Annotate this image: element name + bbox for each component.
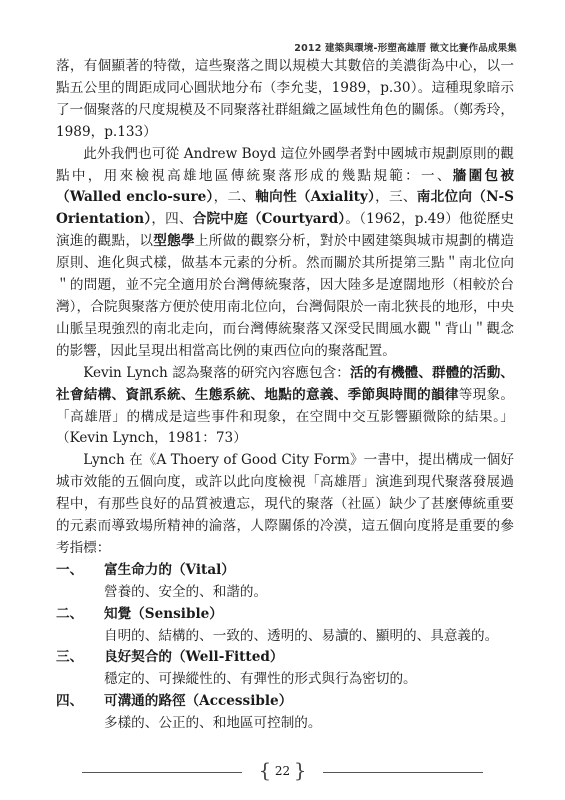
footer-rule-left: [82, 772, 242, 773]
item-description: 穩定的、可操縱性的、有彈性的形式與行為密切的。: [104, 671, 417, 688]
dimension-item-4: [56, 691, 514, 735]
running-header: 2012 建築與環境-形塑高雄厝 徵文比賽作品成果集: [294, 43, 517, 54]
item-title: 良好契合的（Well-Fitted）: [104, 649, 284, 666]
item-number: 二、: [56, 605, 84, 622]
paragraph-2-text-g: 上所做的觀察分析，對於中國建築與城市規劃的構造原則、進化與式樣，做基本元素的分析。然而關於其所提第三點＂南北位向＂的問題，並不完全適用於台灣傳統聚落，因大陸多是遼闊地形（相較於台灣），合院與聚落方便於使用南北位向，台灣侷限於一南北狹長的地形，中央山脈呈現強烈的南北走向，而台灣傳統聚落又深受民間風水觀＂背山＂觀念的影響，因此呈現出相當高比例的東西位向的聚落配置。: [56, 233, 515, 359]
paragraph-2-text-a: 此外我們也可從 Andrew Boyd 這位外國學者對中國城市規劃原則的觀點中，用來檢視高雄地區傳統聚落形成的幾點規範：一、: [56, 145, 514, 184]
footer-rule-right: [323, 772, 483, 773]
paragraph-4: Lynch 在《A Thoery of Good City Form》一書中，提出構成一個好城市效能的五個向度，或許以此向度檢視「高雄厝」演進到現代聚落發展過程中，有那些良好的品質被遺忘，現代的聚落（社區）缺少了甚麼傳統重要的元素而導致場所精神的淪落，人際關係的冷漠，這五個向度將是重要的參考指標：: [56, 452, 514, 556]
item-description: 多樣的、公正的、和地區可控制的。: [104, 715, 322, 732]
dimension-item-1: [56, 560, 514, 604]
item-description: 營養的、安全的、和諧的。: [104, 583, 268, 600]
paragraph-2-term-4: 合院中庭（Courtyard）: [192, 211, 346, 228]
paragraph-2-term-1: 牆圍包被（Walled enclo-sure）: [56, 167, 515, 206]
item-title: 可溝通的路徑（Accessible）: [104, 693, 293, 710]
dimension-item-3: [56, 647, 514, 691]
paragraph-2-term-5: 型態學: [153, 233, 195, 250]
paragraph-2-text-c: ，二、: [213, 189, 256, 206]
paragraph-2-text-f: 。（1962，p.49）他從歷史演進的觀點，以: [56, 211, 514, 250]
paragraph-2: [56, 144, 514, 363]
page-footer: [82, 760, 483, 784]
item-number: 一、: [56, 561, 84, 578]
paragraph-2-text-e: ，四、: [151, 211, 193, 228]
paragraph-3: [56, 363, 514, 451]
paragraph-3-text-a: Kevin Lynch 認為聚落的研究內容應包含：: [83, 364, 350, 381]
paragraph-3-term: 活的有機體、群體的活動、社會結構、資訊系統、生態系統、地點的意義、季節與時間的韻律: [56, 364, 515, 403]
item-number: 四、: [56, 693, 84, 710]
dimension-item-2: [56, 604, 514, 648]
paragraph-2-term-3: 南北位向（N-S Orientation）: [56, 189, 514, 228]
item-title: 知覺（Sensible）: [104, 605, 223, 622]
paragraph-3-text-c: 等現象。「高雄厝」的構成是這些事件和現象，在空間中交互影響顯微除的結果。」（Kevin Lynch，1981：73）: [56, 386, 515, 447]
paragraph-2-term-2: 軸向性（Axiality）: [255, 189, 376, 206]
page-number: { 22 }: [259, 761, 307, 781]
item-description: 自明的、結構的、一致的、透明的、易讀的、顯明的、具意義的。: [104, 627, 499, 644]
item-number: 三、: [56, 649, 84, 666]
paragraph-1: 落，有個顯著的特徵，這些聚落之間以規模大其數倍的美濃街為中心，以一點五公里的間距成同心圓狀地分布（李允斐，1989，p.30）。這種現象暗示了一個聚落的尺度規模及不同聚落社群組織之區域性角色的關係。（鄭秀玲，1989，p.133）: [56, 58, 514, 140]
dimension-list: [56, 560, 514, 735]
item-title: 富生命力的（Vital）: [104, 561, 235, 578]
article-body: [56, 56, 514, 735]
paragraph-2-text-d: ，三、: [375, 189, 417, 206]
